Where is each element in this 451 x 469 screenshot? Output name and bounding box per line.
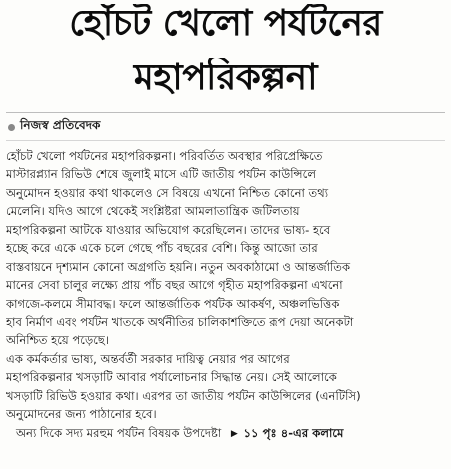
byline-text: নিজস্ব প্রতিবেদক <box>20 118 101 132</box>
body-line: অনুমোদন হওয়ার কথা থাকলেও সে বিষয়ে এখনো নিশ্চিত কোনো তথ্য <box>6 185 329 200</box>
byline <box>8 118 100 136</box>
body-line: অনিশ্চিত হয়ে পড়েছে। <box>6 333 110 348</box>
body-line: হাব নির্মাণ এবং পর্যটন খাতকে অর্থনীতির চালিকাশক্তিতে রূপ দেয়া অনেকটা <box>6 314 354 329</box>
body-line: মাস্টারপ্ল্যান রিভিউ শেষে জুলাই মাসে এটি জাতীয় পর্যটন কাউন্সিলে <box>6 167 316 182</box>
body-line: মহাপরিকল্পনা আটকে যাওয়ার অভিযোগ করেছিলেন। তাদের ভাষ্য- হবে <box>6 222 331 237</box>
body-line: মেলেনি। যদিও আগে থেকেই সংশ্লিষ্টরা আমলাতান্ত্রিক জটিলতায় <box>6 204 300 219</box>
continued-arrow-icon: ▶ <box>230 428 238 439</box>
body-line: এক কর্মকর্তার ভাষ্য, অন্তর্বর্তী সরকার দায়িত্ব নেয়ার পর আগের <box>6 351 290 366</box>
continued-label: ১১ পৃঃ ৪-এর কলামে <box>243 425 344 440</box>
body-line: মানের সেবা চালুর লক্ষ্যে প্রায় পাঁচ বছর আগে গৃহীত মহাপরিকল্পনা এখনো <box>6 278 343 293</box>
headline-line-1: হোঁচট খেলো পর্যটনের <box>69 4 382 44</box>
bullet-icon <box>8 124 15 131</box>
body-line: কাগজে-কলমে সীমাবদ্ধ। ফলে আন্তর্জাতিক পর্যটক আকর্ষণ, অঞ্চলভিত্তিক <box>6 296 340 311</box>
body-line: হচ্ছে করে একে একে চলে গেছে পাঁচ বছরের বেশি। কিন্তু আজো তার <box>6 241 318 256</box>
body-line: বাস্তবায়নে দৃশ্যমান কোনো অগ্রগতি হয়নি। নতুন অবকাঠামো ও আন্তর্জাতিক <box>6 259 351 274</box>
body-line-last-text: অন্য দিকে সদ্য মরহুম পর্যটন বিষয়ক উপদেষ্টা <box>16 425 222 440</box>
body-line-last <box>6 424 445 442</box>
body-line: খসড়াটি রিভিউ হওয়ার কথা। এরপর তা জাতীয় পর্যটন কাউন্সিলের (এনটিসি) <box>6 388 361 403</box>
body-line: হোঁচট খেলো পর্যটনের মহাপরিকল্পনা। পরিবর্তিত অবস্থার পরিপ্রেক্ষিতে <box>6 149 323 163</box>
headline-line-2: মহাপরিকল্পনা <box>133 58 318 98</box>
divider <box>6 112 445 113</box>
article-body <box>6 147 445 442</box>
divider <box>6 140 445 141</box>
body-line: মহাপরিকল্পনার খসড়াটি আবার পর্যালোচনার সিদ্ধান্ত নেয়। সেই আলোকে <box>6 370 337 385</box>
body-line: অনুমোদনের জন্য পাঠানোর হবে। <box>6 407 157 422</box>
